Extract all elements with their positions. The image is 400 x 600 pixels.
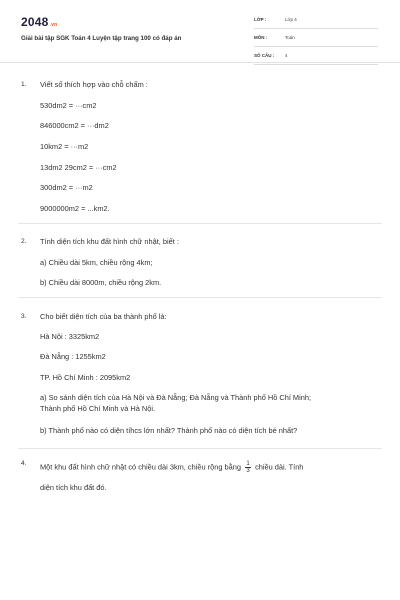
fraction [245,461,251,474]
question-number: 1. [21,81,27,88]
prompt-before-fraction: Một khu đất hình chữ nhật có chiều dài 3km, chiều rộng bằng [40,462,241,472]
meta-info [254,14,378,68]
answer-line: diện tích khu đất đó. [40,483,107,492]
answer-line: 10km2 = ···m2 [40,142,89,151]
divider [18,297,382,298]
divider [18,223,382,224]
answer-line: 846000cm2 = ···dm2 [40,121,109,130]
worksheet-header [0,0,400,63]
fraction-denominator: 3 [246,468,250,474]
prompt-after-fraction: chiều dài. Tính [255,462,304,472]
logo-suffix: .vn [49,22,58,28]
site-logo[interactable] [21,15,57,29]
question-number: 4. [21,460,27,467]
document-title: Giải bài tập SGK Toán 4 Luyện tập trang 100 có đáp án [21,35,182,42]
answer-line: 530dm2 = ···cm2 [40,101,97,110]
meta-value: Lớp 4 [285,17,297,22]
question-number: 2. [21,238,27,245]
answer-line: a) So sánh diện tích của Hà Nội và Đà Nẵng; Đà Nẵng và Thành phố Hồ Chí Minh; [40,393,312,402]
meta-row-class [254,14,378,29]
meta-value: Toán [285,35,295,40]
fraction-numerator: 1 [246,461,250,467]
answer-line: b) Chiều dài 8000m, chiều rộng 2km. [40,278,162,287]
question-prompt [40,461,303,474]
answer-line: a) Chiều dài 5km, chiều rộng 4km; [40,258,153,267]
divider [18,448,382,449]
logo-main: 2048 [21,15,49,29]
meta-row-question-count [254,50,378,65]
answer-line: Thành phố Hồ Chí Minh và Hà Nội. [40,404,156,413]
question-number: 3. [21,313,27,320]
answer-line: 9000000m2 = ...km2. [40,204,110,213]
answer-line: 13dm2 29cm2 = ···cm2 [40,163,117,172]
answer-line: Hà Nội : 3325km2 [40,332,100,341]
meta-label: MÔN : [254,35,268,40]
meta-label: LỚP : [254,17,267,22]
meta-label: SỐ CÂU : [254,53,275,58]
answer-line: Đà Nẵng : 1255km2 [40,352,106,361]
question-prompt: Viết số thích hợp vào chỗ chấm : [40,80,148,89]
answer-line: TP. Hồ Chí Minh : 2095km2 [40,373,131,382]
meta-value: 4 [285,53,288,58]
answer-line: b) Thành phố nào có diện tíhcs lớn nhất? Thành phố nào có diện tích bé nhất? [40,426,298,435]
meta-row-subject [254,32,378,47]
question-prompt: Cho biết diện tích của ba thành phố là: [40,312,167,321]
answer-line: 300dm2 = ···m2 [40,183,93,192]
question-prompt: Tính diện tích khu đất hình chữ nhật, biết : [40,237,179,246]
